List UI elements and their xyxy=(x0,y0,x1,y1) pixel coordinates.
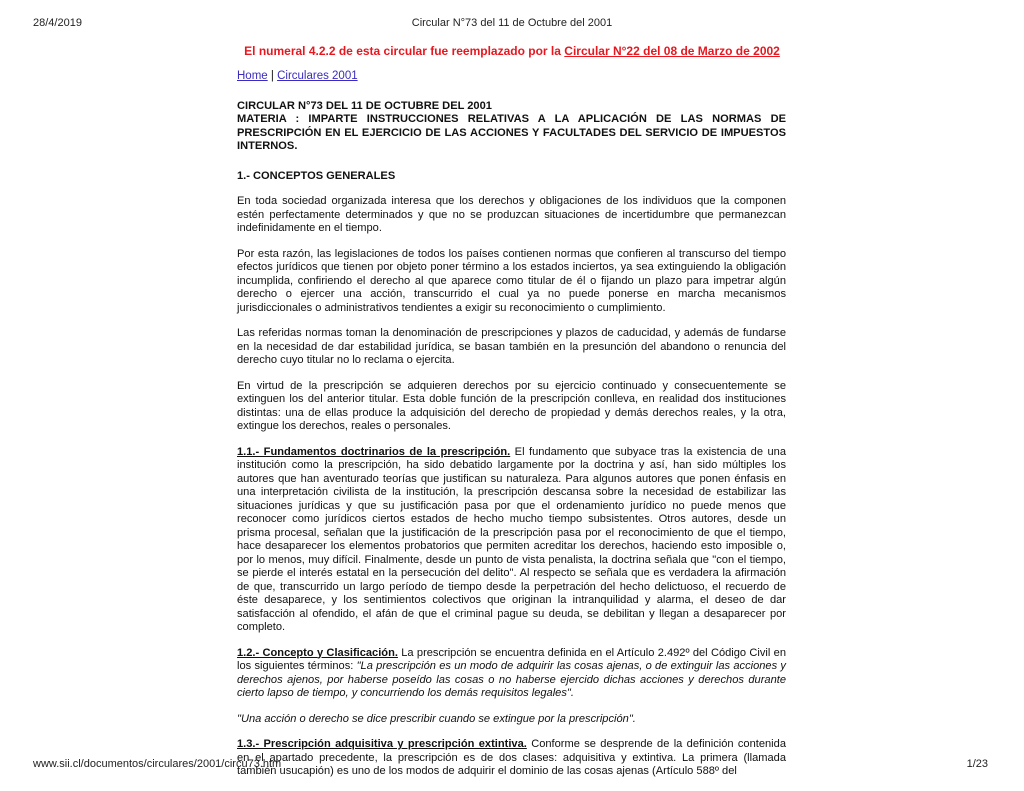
section-1-heading: 1.- CONCEPTOS GENERALES xyxy=(237,169,396,182)
paragraph: En virtud de la prescripción se adquieren derechos por su ejercicio continuado y consecuentemente se extinguen los del anterior titular. Esta doble función de la prescripción conlleva, en realidad dos instituciones distintas: una de ellas produce la adquisición del derecho de propiedad y demás derechos reales, y la otra, extingue los derechos, reales o personales. xyxy=(237,379,786,432)
breadcrumb xyxy=(237,70,786,84)
paragraph: Las referidas normas toman la denominación de prescripciones y plazos de caducidad, y además de fundarse en la necesidad de dar estabilidad jurídica, se basan también en la presunción del abandono o renuncia del derecho cuyo titular no lo reclama o ejercita. xyxy=(237,327,786,366)
section-1-3-heading: 1.3.- Prescripción adquisitiva y prescripción extintiva. xyxy=(237,738,527,750)
civil-code-quote: "La prescripción es un modo de adquirir las cosas ajenas, o de extinguir las acciones y derechos ajenos, por haberse poseído las cosas o no haberse ejercido dichas acciones y derechos durante cierto lapso de tiempo, y concurriendo los demás requisitos legales". xyxy=(237,660,786,699)
home-link[interactable]: Home xyxy=(237,70,268,82)
breadcrumb-separator: | xyxy=(267,70,278,82)
circular-header xyxy=(237,100,786,154)
replacement-notice xyxy=(0,44,1024,58)
section-1-1-text: El fundamento que subyace tras la existencia de una institución como la prescripción, ha sido debatido largamente por la doctrina y así, han sido múltiples los autores que han aventurado teorías que justifican su naturaleza. Para algunos autores que ponen énfasis en una interpretación civilista de la institución, la prescripción descansa sobre la necesidad de estabilizar las situaciones jurídicas y que su justificación pasa por que el ordenamiento jurídico no puede menos que reconocer como jurídicos ciertos estados de hecho mucho tiempo subsistentes. Otros autores, desde un prisma procesal, señalan que la justificación de la prescripción pasa por el reconocimiento de que el tiempo, hace desaparecer los elementos probatorios que permiten acreditar los derechos, haciendo esto imposible o, por lo menos, muy difícil. Finalmente, desde un punto de vista penalista, la doctrina señala que "con el tiempo, se pierde el interés estatal en la persecución del delito". Al respecto se señala que es verdadera la afirmación de que, transcurrido un largo período de tiempo desde la perpetración del hecho delictuoso, el recuerdo de éste desaparece, y los sentimientos colectivos que originan la intranquilidad y alarma, el deseo de dar satisfacción al ofendido, el afán de que el criminal pague su deuda, se debilitan y llegan a desaparecer por completo. xyxy=(237,445,786,633)
print-url: www.sii.cl/documentos/circulares/2001/circu73.htm xyxy=(33,758,282,770)
section-1-3-text: Conforme se desprende de la definición contenida en el apartado precedente, la prescripción es de dos clases: adquisitiva y extintiva. La primera (llamada también usucapión) es uno de los modos de adquirir el dominio de las cosas ajenas (Artículo 588º del xyxy=(237,738,786,777)
circulares-2001-link[interactable]: Circulares 2001 xyxy=(277,70,358,82)
print-document-title: Circular N°73 del 11 de Octubre del 2001 xyxy=(411,17,613,29)
print-date: 28/4/2019 xyxy=(33,17,82,29)
circular-materia: MATERIA : IMPARTE INSTRUCCIONES RELATIVAS A LA APLICACIÓN DE LAS NORMAS DE PRESCRIPCIÓN EN EL EJERCICIO DE LAS ACCIONES Y FACULTADES DEL SERVICIO DE IMPUESTOS INTERNOS. xyxy=(237,113,786,152)
page-number: 1/23 xyxy=(966,758,988,770)
document-body xyxy=(237,70,786,791)
circular-22-link[interactable]: Circular N°22 del 08 de Marzo de 2002 xyxy=(564,44,780,58)
paragraph: En toda sociedad organizada interesa que los derechos y obligaciones de los individuos que la componen estén perfectamente determinados y que no se produzcan situaciones de incertidumbre que permanezcan indefinidamente en el tiempo. xyxy=(237,195,786,234)
section-1-3 xyxy=(237,738,786,779)
civil-code-quote-2: "Una acción o derecho se dice prescribir cuando se extingue por la prescripción". xyxy=(237,712,636,725)
notice-text: El numeral 4.2.2 de esta circular fue reemplazado por la xyxy=(244,44,565,58)
section-1-2-heading: 1.2.- Concepto y Clasificación. xyxy=(237,646,398,659)
circular-title: CIRCULAR N°73 DEL 11 DE OCTUBRE DEL 2001 xyxy=(237,99,492,112)
paragraph: Por esta razón, las legislaciones de todos los países contienen normas que confieren al transcurso del tiempo efectos jurídicos que tienen por objeto poner término a los estados inciertos, ya sea extinguiendo la obligación incumplida, confiriendo el derecho al que aparece como titular de él o fijando un plazo para impetrar algún derecho o ejercer una acción, transcurrido el cual ya no puede ponerse en marcha mecanismos jurisdiccionales o administrativos tendientes a exigir su reconocimiento o cumplimiento. xyxy=(237,247,786,314)
section-1-2 xyxy=(237,647,786,701)
section-1-2-text: La prescripción se encuentra definida en el Artículo 2.492º del Código Civil en los siguientes términos: xyxy=(237,646,786,672)
section-1-1 xyxy=(237,446,786,635)
section-1-1-heading: 1.1.- Fundamentos doctrinarios de la prescripción. xyxy=(237,445,511,458)
